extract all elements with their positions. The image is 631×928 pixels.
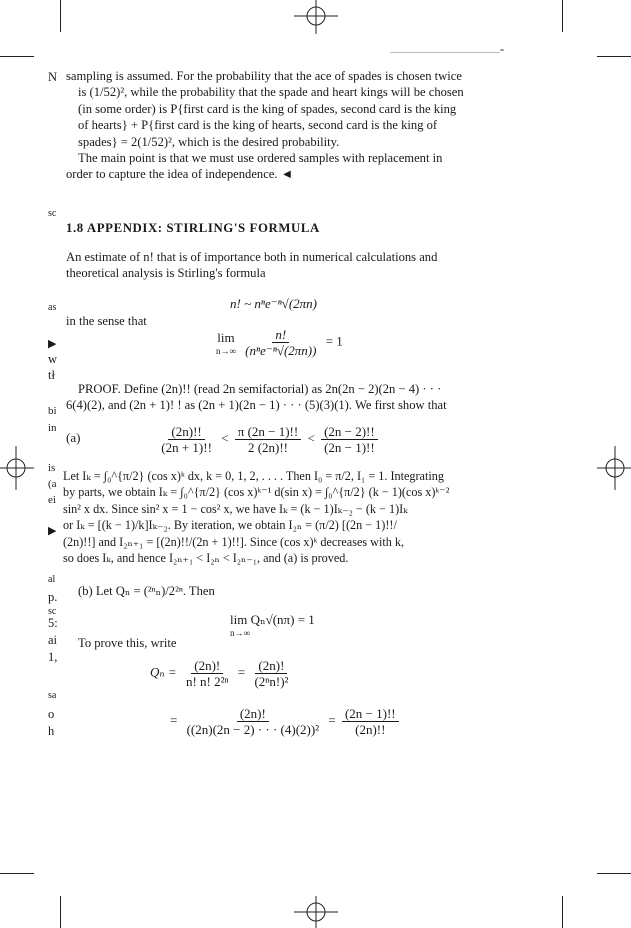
equals: =	[328, 712, 336, 728]
margin-fragment: N	[48, 70, 58, 84]
margin-fragment: (a	[48, 478, 57, 490]
crop-mark-bottom-left	[60, 896, 61, 928]
text-line: sampling is assumed. For the probability that the ace of spades is chosen twice	[66, 69, 462, 83]
registration-target-left	[0, 442, 36, 494]
frac-num: (2n)!!	[168, 424, 204, 440]
text-line: (2n)!!] and I₂ₙ₊₁ = [(2n)!!/(2n + 1)!!]. Since (cos x)ᵏ decreases with k,	[63, 535, 405, 549]
less-than: <	[221, 430, 229, 446]
margin-fragment: bi	[48, 405, 57, 417]
margin-fragment: tł	[48, 368, 55, 382]
text-line: theoretical analysis is Stirling's formula	[66, 266, 266, 280]
text-line: (in some order) is P{first card is the king of spades, second card is the king	[78, 102, 457, 116]
margin-fragment: as	[48, 302, 57, 313]
limit-rhs: = 1	[325, 333, 343, 349]
margin-fragment: ▶	[48, 338, 57, 350]
margin-fragment: ▶	[48, 525, 57, 537]
lim-subscript: n→∞	[216, 345, 236, 356]
text-line: 6(4)(2), and (2n + 1)! ! as (2n + 1)(2n − 1) · · · (5)(3)(1). We first show that	[66, 398, 447, 412]
margin-fragment: w	[48, 352, 58, 366]
frac-den: (2ⁿn!)²	[254, 674, 289, 689]
qn-equation-1	[150, 658, 294, 689]
frac-den: (2n − 1)!!	[324, 440, 375, 455]
registration-target-bottom	[290, 894, 342, 928]
text-line: or Iₖ = [(k − 1)/k]Iₖ₋₂. By iteration, we obtain I₂ₙ = (π/2) [(2n − 1)!!/	[63, 518, 397, 532]
margin-fragment: sa	[48, 690, 57, 701]
qn-lhs: Qₙ =	[150, 664, 177, 680]
frac-num: (2n − 1)!!	[342, 706, 399, 722]
crop-mark-top-left	[60, 0, 61, 32]
text-line: The main point is that we must use ordered samples with replacement in	[78, 151, 443, 165]
frac-den: ((2n)(2n − 2) · · · (4)(2))²	[186, 722, 320, 737]
margin-fragment: 5:	[48, 616, 58, 630]
crop-mark-bottom-right	[562, 896, 563, 928]
text-line: spades} = 2(1/52)², which is the desired probability.	[78, 135, 340, 149]
margin-fragment: h	[48, 724, 55, 738]
frac-den: 2 (2n)!!	[247, 440, 289, 455]
frac-den: (2n)!!	[355, 722, 386, 737]
text-line: so does Iₖ, and hence I₂ₙ₊₁ < I₂ₙ < I₂ₙ₋₁, and (a) is proved.	[63, 551, 349, 565]
limit-denominator: (nⁿe⁻ⁿ√(2πn))	[245, 343, 317, 358]
qn-equation-2	[170, 706, 402, 737]
frac-num: (2n)!	[191, 658, 223, 674]
text-line: sin² x dx. Since sin² x = 1 − cos² x, we have Iₖ = (k − 1)Iₖ₋₂ − (k − 1)Iₖ	[63, 502, 408, 516]
margin-fragment: 1,	[48, 650, 58, 664]
limit-q-subscript: n→∞	[230, 628, 250, 638]
text-line: is (1/52)², while the probability that the spade and heart kings will be chosen	[78, 85, 464, 99]
text-line: by parts, we obtain Iₖ = ∫₀^{π/2} (cos x)ᵏ⁻¹ d(sin x) = ∫₀^{π/2} (k − 1)(cos x)ᵏ⁻²	[63, 485, 450, 499]
right-margin-fragment: -	[500, 42, 505, 56]
frac-num: π (2n − 1)!!	[235, 424, 301, 440]
text-line: PROOF. Define (2n)!! (read 2n semifactorial) as 2n(2n − 2)(2n − 4) · · ·	[78, 382, 442, 396]
text-line: To prove this, write	[78, 636, 177, 650]
crop-mark-top-right	[562, 0, 563, 32]
limit-equation	[216, 327, 343, 358]
text-line: Let Iₖ = ∫₀^{π/2} (cos x)ᵏ dx, k = 0, 1, 2, . . . . Then I₀ = π/2, I₁ = 1. Integrating	[63, 469, 444, 483]
lim-label: lim	[217, 329, 235, 345]
frac-den: (2n + 1)!!	[161, 440, 212, 455]
margin-fragment: ei	[48, 494, 56, 506]
frac-num: (2n)!	[237, 706, 269, 722]
less-than: <	[307, 430, 315, 446]
frac-num: (2n − 2)!!	[321, 424, 378, 440]
stirling-formula: n! ~ nⁿe⁻ⁿ√(2πn)	[230, 296, 317, 311]
margin-fragment: sc	[48, 208, 57, 219]
frac-den: n! n! 2²ⁿ	[185, 674, 229, 689]
margin-fragment: o	[48, 707, 55, 721]
equals: =	[237, 664, 246, 680]
part-b-text: (b) Let Qₙ = (²ⁿₙ)/2²ⁿ. Then	[78, 584, 215, 598]
crop-mark-right-top	[597, 56, 631, 57]
equals: =	[170, 712, 178, 728]
part-a-label: (a)	[66, 430, 81, 446]
margin-fragment: p.	[48, 590, 58, 604]
text-line: in the sense that	[66, 314, 147, 328]
inequality-a	[66, 424, 381, 455]
text-line: An estimate of n! that is of importance both in numerical calculations and	[66, 250, 438, 264]
margin-fragment: in	[48, 422, 57, 434]
text-line: of hearts} + P{first card is the king of hearts, second card is the king of	[78, 118, 438, 132]
limit-q-expression: lim Qₙ√(nπ) = 1	[230, 612, 315, 627]
margin-fragment: al	[48, 574, 56, 585]
limit-numerator: n!	[272, 327, 289, 343]
registration-target-right	[595, 442, 631, 494]
text-line: order to capture the idea of independence. ◄	[66, 167, 294, 181]
frac-num: (2n)!	[255, 658, 287, 674]
section-heading: 1.8 APPENDIX: STIRLING'S FORMULA	[66, 221, 320, 235]
running-head-rule	[390, 52, 500, 53]
margin-fragment: ai	[48, 633, 58, 647]
crop-mark-left-bottom	[0, 873, 34, 874]
crop-mark-right-bottom	[597, 873, 631, 874]
margin-fragment: is	[48, 462, 56, 474]
registration-target-top	[290, 0, 342, 36]
crop-mark-left-top	[0, 56, 34, 57]
margin-fragment: sc	[48, 606, 57, 617]
